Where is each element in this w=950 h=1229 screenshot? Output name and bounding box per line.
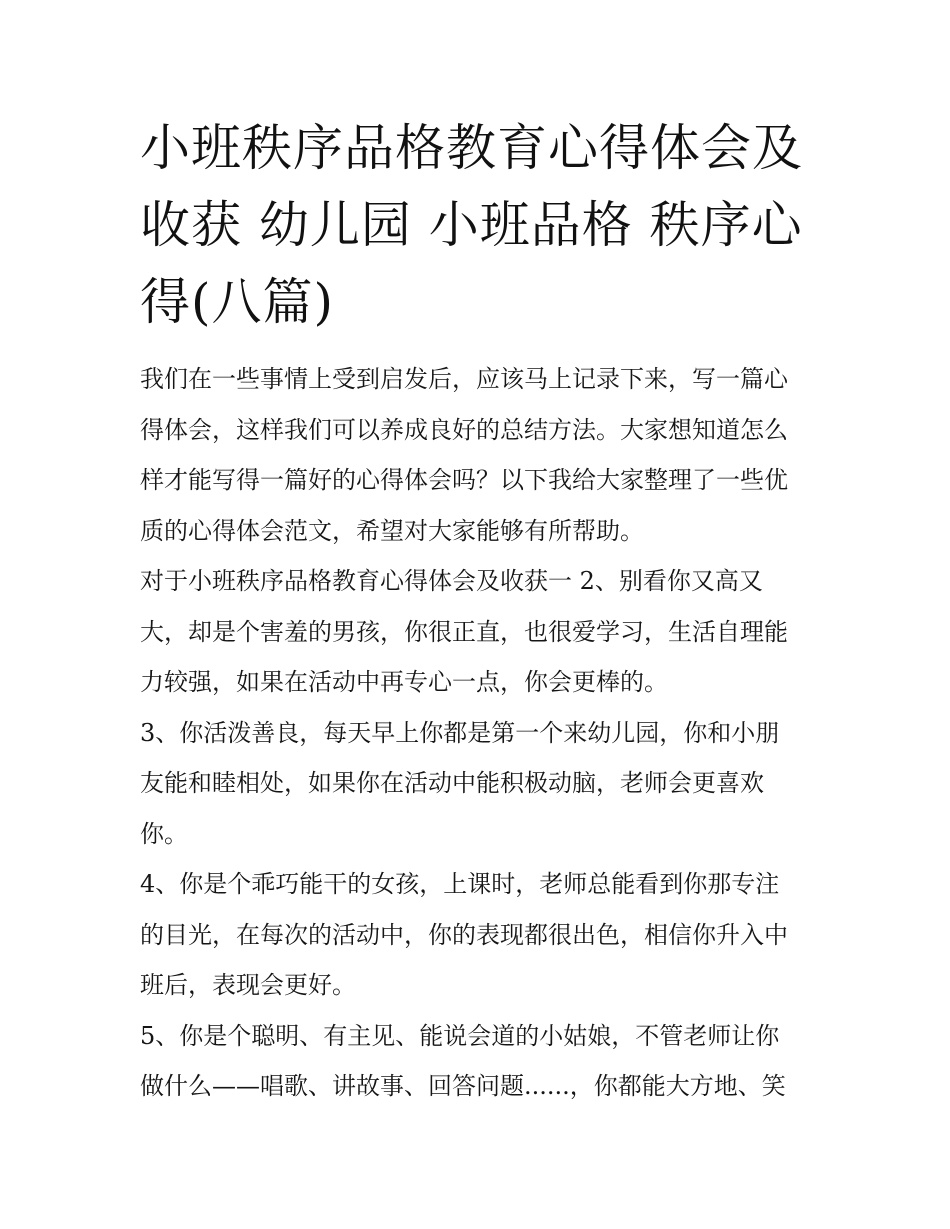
title-line: 收获 幼儿园 小班品格 秩序心 bbox=[140, 196, 803, 254]
text-line: 力较强，如果在活动中再专心一点，你会更棒的。 bbox=[140, 668, 668, 696]
text-line: 5、你是个聪明、有主见、能说会道的小姑娘，不管老师让你 bbox=[140, 1021, 780, 1050]
text-line: 质的心得体会范文，希望对大家能够有所帮助。 bbox=[140, 516, 644, 545]
document-body bbox=[140, 354, 830, 1112]
text-line: 班后，表现会更好。 bbox=[140, 971, 356, 999]
paragraph-item-3 bbox=[140, 708, 830, 860]
text-line: 得体会，这样我们可以养成良好的总结方法。大家想知道怎么 bbox=[140, 415, 788, 444]
title-line: 得(八篇) bbox=[140, 273, 335, 331]
document-title bbox=[140, 110, 830, 341]
text-line: 你。 bbox=[140, 819, 188, 848]
title-line: 小班秩序品格教育心得体会及 bbox=[140, 119, 803, 177]
text-line: 大，却是个害羞的男孩，你很正直，也很爱学习，生活自理能 bbox=[140, 617, 788, 646]
paragraph-item-4 bbox=[140, 859, 830, 1011]
text-line: 样才能写得一篇好的心得体会吗？以下我给大家整理了一些优 bbox=[140, 466, 788, 494]
text-line: 做什么——唱歌、讲故事、回答问题......，你都能大方地、笑 bbox=[140, 1072, 786, 1100]
paragraph-item-2 bbox=[140, 556, 830, 708]
text-line: 3、你活泼善良，每天早上你都是第一个来幼儿园，你和小朋 bbox=[140, 718, 780, 747]
intro-paragraph bbox=[140, 354, 830, 556]
text-line: 我们在一些事情上受到启发后，应该马上记录下来，写一篇心 bbox=[140, 365, 788, 393]
text-line: 对于小班秩序品格教育心得体会及收获一 2、别看你又高又 bbox=[140, 567, 763, 595]
text-line: 的目光，在每次的活动中，你的表现都很出色，相信你升入中 bbox=[140, 920, 788, 949]
paragraph-item-5 bbox=[140, 1011, 830, 1112]
text-line: 友能和睦相处，如果你在活动中能积极动脑，老师会更喜欢 bbox=[140, 769, 764, 797]
text-line: 4、你是个乖巧能干的女孩，上课时，老师总能看到你那专注 bbox=[140, 870, 780, 898]
